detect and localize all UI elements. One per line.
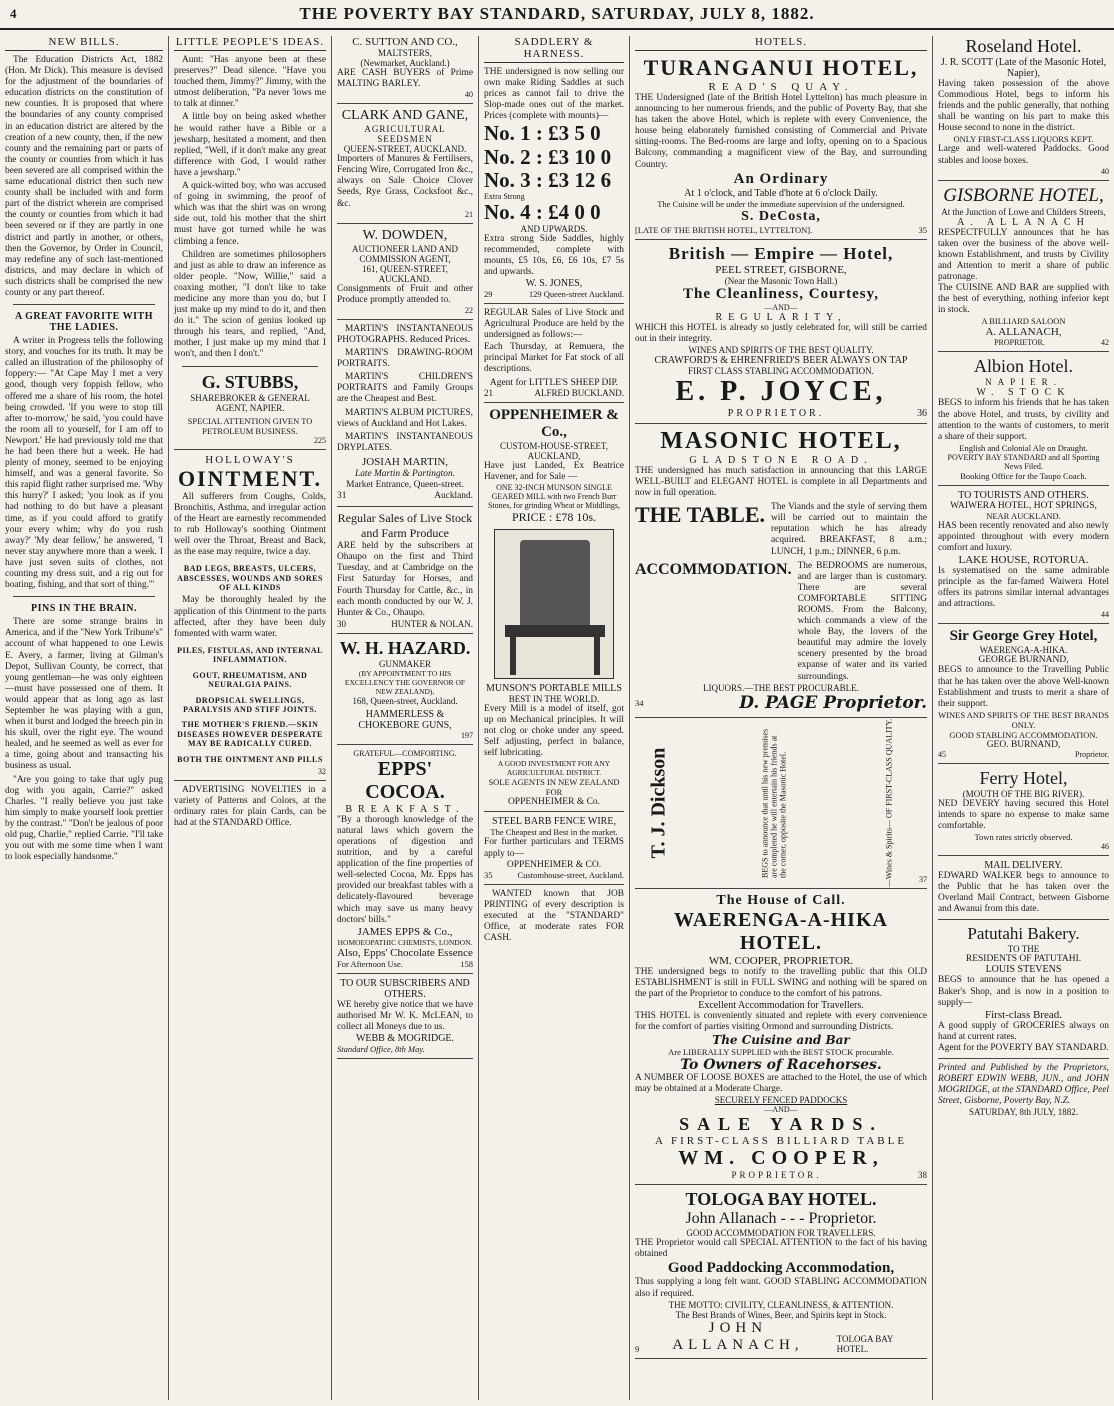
ad-number: 225 [314,435,326,445]
ad-kicker: TO TOURISTS AND OTHERS. [958,489,1089,501]
ad-appointment: (BY APPOINTMENT TO HIS EXCELLENCY THE GOVERNOR OF NEW ZEALAND), [344,668,466,696]
ad-ferry-hotel [938,768,1109,856]
price-tail: AND UPWARDS. [520,223,588,234]
ad-note: Excellent Accommodation for Travellers. [698,999,864,1011]
ad-town: Auckland. [434,491,473,502]
ad-note: SOLE AGENTS IN NEW ZEALAND FOR [488,777,620,798]
ad-subtitle: (MOUTH OF THE BIG RIVER). [962,788,1085,799]
ad-text: THIS HOTEL is conveniently situated and replete with every convenience for the comfort of parties visiting Ormond and surrounding Districts. [635,1010,927,1032]
ad-number: 32 [318,767,326,777]
ad-novelties: ADVERTISING NOVELTIES in a variety of Patterns and Colors, at the ordinary rates for plain Cards, can be had at the STANDARD Office. [174,785,326,829]
ad-title: Patutahi Bakery. [967,924,1080,944]
ad-note: LIQUORS.—THE BEST PROCURABLE. [703,682,859,693]
paragraph: All sufferers from Coughs, Colds, Bronchitis, Asthma, and irregular action of the Heart are earnestly recommended to rub Holloway's soothing Ointment well over the Throat, Breast and Back, as the ease may require, twice a day. [174,491,326,557]
ad-text: BEGS to inform his friends that he has taken the above Hotel, and trusts, by civility and attention to the wants of customers, to merit a share of their support. [938,398,1109,442]
ad-barb-wire [484,816,624,884]
ad-mail-delivery [938,860,1109,920]
ad-title: EPPS' COCOA. [365,757,445,803]
ad-sutton [337,36,473,104]
ad-title: W. H. HAZARD. [339,637,471,658]
ad-oppenheimer [484,407,624,813]
ad-text: Every Mill is a model of itself, got up on Mechanical principles. It will not clog or choke under any speed. Self adjusting, perfect in balance, self lubricating. [484,703,624,759]
ad-text: THE undersigned is now selling our own make Riding Saddles at such prices as cannot fail to drive the Slop-made ones out of the market. Prices (complete with mounts)— [484,67,624,122]
ad-title: TOLOGA BAY HOTEL. [685,1189,877,1210]
ad-text: BEGS to announce that he has opened a Baker's Shop, and is now in a position to supply— [938,975,1109,1008]
ad-number: 45 [938,749,946,759]
ad-title: GISBORNE HOTEL, [943,184,1104,206]
paragraph: There are some strange brains in America, and if the "New York Tribune's" account of what happened to one Lewis E. Avery, a farmer, living at Gilman's Depot, Sullivan County, be correct, that young gentleman—he was only eighteen—must have possessed one of them. It would appear that as long ago as last September he was playing with a gun, when it burst and lodged the breech pin in his skull, over the right eye. The wound healed, and he seemed as well as ever for a time, going about and transacting his business as usual. [5,617,163,772]
ad-note: SPECIAL ATTENTION GIVEN TO PETROLEUM BUSINESS. [187,415,313,436]
ad-title: LAKE HOUSE, ROTORUA. [958,554,1089,567]
ad-note: The Cuisine will be under the immediate supervision of the undersigned. [657,198,905,209]
ad-title: Sir George Grey Hotel, [949,628,1098,645]
ad-text: Extra strong Side Saddles, highly recommended, complete with mounts, £5 10s, £6, £6 10s, £7 5s and upwards. [484,233,624,278]
price-line: No. 4 : £4 0 0 [484,199,601,224]
ad-name: T. J. Dickson [647,747,670,859]
ad-firm: W. S. JONES, [525,278,583,290]
ad-text: "By a thorough knowledge of the natural laws which govern the operations of digestion and nutrition, and by a careful application of the fine properties of well-selected Cocoa, Mr. Epps has provided our breakfast tables with a delicately-flavoured beverage which may save us many heavy doctors' bills." [337,814,473,925]
subhead: THE MOTHER'S FRIEND.—SKIN DISEASES HOWEVER DESPERATE MAY BE RADICALLY CURED. [177,720,323,749]
ad-accommodation: ACCOMMODATION. [635,560,792,578]
ad-number: 29 [484,289,493,300]
ad-text: ARE CASH BUYERS of Prime MALTING BARLEY. [337,68,473,90]
ad-name: E. P. JOYCE, [675,375,887,407]
ad-note: English and Colonial Ale on Draught. [959,442,1088,453]
column-hotels-2 [932,36,1114,1400]
ad-subtitle: READ'S QUAY. [708,81,854,93]
ad-roseland [938,36,1109,181]
price-note: Extra Strong [484,191,525,201]
article-new-bills [5,55,163,299]
ad-text: ARE held by the subscribers at Ohaupo on the first and Third Tuesday, and at Cambridge on the First Saturday for Horses, and Fourth Thursday for Cattle, &c., in each month conducted by our W. J. Hunter & Co., Ohaupo. [337,541,473,618]
ad-location: (Newmarket, Auckland.) [360,58,450,68]
ad-text: Thus supplying a long felt want. GOOD STABLING ACCOMMODATION also if required. [635,1277,927,1299]
ad-number: 31 [337,491,347,502]
ad-number: 38 [918,1170,927,1181]
ad-firm: JAMES EPPS & Co., [357,925,453,938]
ad-title: OPPENHEIMER & Co., [489,406,619,440]
column-little-people [168,36,331,1400]
ad-note: CRAWFORD'S & EHRENFRIED'S BEER ALWAYS ON TAP [654,354,908,366]
subhead: BAD LEGS, BREASTS, ULCERS, ABSCESSES, WOUNDS AND SORES OF ALL KINDS [177,564,323,592]
ad-text: WHICH this HOTEL is already so justly celebrated for, will still be carried out in their integrity. [635,322,927,344]
ad-firm: OPPENHEIMER & CO. [506,859,602,870]
ad-proprietor: Proprietor. [1075,749,1109,759]
ad-subtitle: GUNMAKER [378,658,431,669]
ad-waiwera [938,490,1109,625]
ad-subtitle: Late Martin & Partington. [354,468,455,479]
ad-subtitle: AUCTIONEER LAND AND COMMISSION AGENT, [352,243,458,264]
ad-title: Regular Sales of Live Stock and Farm Produce [337,511,473,541]
ad-paddocking: Good Paddocking Accommodation, [667,1260,895,1277]
ad-ordinary: An Ordinary [733,170,829,187]
ad-number: 21 [465,209,473,219]
ad-title: Roseland Hotel. [965,36,1082,56]
page-number: 4 [10,6,17,21]
ad-stubbs [174,372,326,450]
masthead [0,0,1114,30]
ad-subtitle: RESIDENTS OF PATUTAHI. [965,954,1082,965]
ad-patutahi-bakery [938,924,1109,1059]
imprint: Printed and Published by the Proprietors, ROBERT EDWIN WEBB, JUN., and JOHN MOGRIDGE, at the STANDARD Office, Peel Street, Gisborne, Poverty Bay, N.Z. [938,1063,1109,1107]
ad-note: FIRST CLASS STABLING ACCOMMODATION. [688,365,874,376]
ad-number: 40 [465,90,473,100]
paragraph: A writer in Progress tells the following story, and vouches for its truth. It may be called an illustration of the philosophy of foppery:— "At Cape May I met a very good, though very foppish fellow, who offered me a share of his room, the hotel being crowded. 'If you were to stop till after to-morrow,' he said, 'you could have the room all to yourself, for I am off to Newport.' He had previously told me that he had been there but a week. He had plenty of money, seemed to be enjoying himself, and was a general favorite. So this rapid flight rather surprised me. 'Why this hurry?' I asked; 'you look as if you had nothing to do but have a pleasant time, as if you could afford to gratify your every whim; why do you rush away?' 'My dear fellow,' he answered, 'I never stay anywhere more than a week. I have just seven suits of clothes, not counting my dress suit, and a rig out for boating, fishing, and that sort of thing.'" [5,336,163,591]
paragraph: A quick-witted boy, who was accused of going in swimming, the proof of which was that the shirt was on wrong side out, told his mother that the shirt must have got turned while he was climbing a fence. [174,181,326,247]
ad-dowden [337,228,473,320]
ad-gisborne-hotel [938,185,1109,353]
ad-number: 35 [484,869,493,880]
ad-note: Booking Office for the Taupo Coach. [960,470,1087,481]
headline-favorite: A GREAT FAVORITE WITH THE LADIES. [14,311,154,334]
ad-name: WM. COOPER, [678,1147,884,1170]
ad-name: JOHN ALLANACH, [672,1319,804,1353]
ad-number: 42 [1101,338,1109,348]
ad-title: CLARK AND GANE, [341,108,469,124]
ad-text: THE Undersigned (late of the British Hotel Lyttelton) has much pleasure in announcing to her numerous friends, and the public of Poverty Bay, that she has taken the above Hotel, which is replete with every Convenience, the house being elaborately furnished consisting of Commercial and Private sitting-rooms. The Bed-rooms are large and lofty, opening on to a Spacious Balcony, commanding a magnificent view of the Bay, and surrounding Country. [635,93,927,170]
ad-subtitle: SHAREBROKER & GENERAL AGENT, NAPIER. [190,392,310,413]
ad-title: TURANGANUI HOTEL, [643,55,919,80]
ad-slogan: REGULARITY, [715,311,847,323]
ad-number: 35 [918,224,927,235]
ad-proprietor: PROPRIETOR. [994,338,1045,348]
ad-text: THE undersigned has much satisfaction in announcing that this LARGE WELL-BUILT and ELEGANT HOTEL is complete in all Departments and now in full operation. [635,465,927,499]
ad-name: GEORGE BURNAND, [978,655,1069,666]
ad-date: Standard Office, 8th May. [337,1044,425,1054]
ad-and: —AND— [764,302,798,312]
ad-text: The CUISINE AND BAR are supplied with the best of everything, nothing inferior kept in stock. [938,283,1109,316]
ad-number: 158 [460,958,473,969]
paragraph: Aunt: "Has anyone been at these preserves?" Dead silence. "Have you touched them, Jimmy?" Jimmy, with the utmost deliberation, "Pa never 'lows me to talk at dinner." [174,55,326,110]
ad-name: S. DeCosta, [741,208,821,224]
ad-text: HAS been recently renovated and also newly appointed throughout with every modern comfort and luxury. [938,520,1109,553]
ad-text: BEGS to announce to the Travelling Public that he has taken over the above Well-known Establishment and trusts to merit a share of their support. [938,665,1109,709]
ad-also: Also, Epps' Chocolate Essence [337,946,473,959]
ad-text: Have just Landed, Ex Beatrice Havener, and for Sale — [484,460,624,482]
ad-number: 36 [917,407,927,419]
column-ads-2 [478,36,629,1400]
ad-number: 34 [635,697,644,708]
ad-line: MARTIN'S CHILDREN'S PORTRAITS and Family Groups are the Cheapest and Best. [337,372,473,405]
ad-job-printing: WANTED known that JOB PRINTING of every description is executed at the "STANDARD" Office, at moderate rates FOR CASH. [484,888,624,943]
ad-title: C. SUTTON AND CO., [352,36,458,48]
ad-location: Customhouse-street, Auckland. [517,869,624,880]
headline-pins: PINS IN THE BRAIN. [30,603,138,615]
ad-title: MUNSON'S PORTABLE MILLS [486,682,622,694]
ad-text: Importers of Manures & Fertilisers, Fencing Wire, Corrugated Iron &c., always on Sale Choice Clover Seeds, Rye Grass, Cocksfoot &c., &c. [337,154,473,209]
ad-text: Agent for the POVERTY BAY STANDARD. [938,1042,1109,1053]
ad-title: Ferry Hotel, [979,767,1068,788]
ad-holloway [174,454,326,782]
ad-subtitle: BREAKFAST. [345,803,465,815]
ad-text: Consignments of Fruit and other Produce promptly attended to. [337,283,473,305]
subhead: BOTH THE OINTMENT AND PILLS [177,754,323,764]
price-line: No. 1 : £3 5 0 [484,121,601,146]
ad-heading: HAMMERLESS & CHOKEBORE GUNS, [358,708,452,731]
ad-note: GOOD ACCOMMODATION FOR TRAVELLERS. [686,1228,876,1239]
ad-to: TO THE [1007,944,1040,955]
ad-text: REGULAR Sales of Live Stock and Agricultural Produce are held by the undersigned as follows:— [484,308,624,341]
ad-note: GOOD STABLING ACCOMMODATION. [949,729,1098,740]
ad-proprietor: D. PAGE Proprietor. [739,692,927,713]
ad-text: BEGS to announce that until his new premises are completed he will entertain his friends at the corner, opposite the Masonic Hotel. [760,728,788,878]
ad-number: 197 [461,730,473,740]
ad-title: JOSIAH MARTIN, [361,455,449,468]
ad-note: Are LIBERALLY SUPPLIED with the BEST STOCK procurable. [668,1047,894,1058]
ad-title: British — Empire — Hotel, [668,243,894,263]
ad-live-stock [337,511,473,634]
ad-text: A good supply of GROCERIES always on hand at current rates. [938,1020,1109,1042]
ad-saddlery [484,67,624,304]
column-ads-1 [331,36,478,1400]
ad-subtitle: NEAR AUCKLAND. [986,510,1061,521]
ad-subtitle: WAERENGA-A-HIKA. [979,645,1068,656]
section-head-new-bills: NEW BILLS. [5,36,163,51]
ad-agent: Agent for LITTLE'S SHEEP DIP. [489,377,619,388]
imprint-date: SATURDAY, 8th JULY, 1882. [969,1107,1078,1118]
ad-cuisine: The Cuisine and Bar [712,1033,850,1048]
column-hotels [629,36,932,1400]
ad-table: THE TABLE. [635,502,766,528]
ad-albion [938,356,1109,485]
paragraph: "Are you going to take that ugly pug dog with you again, Carrie?" asked Charles. "I really believe you just take him simply to make yourself look prettier by the contrast." "Don't be jealous of poor old pug, Charlie," replied Carrie. "I'll take you out with me some time when I want to look especially handsome." [5,774,163,863]
ad-note: ONLY FIRST-CLASS LIQUORS KEPT. [953,134,1094,145]
ad-title: OINTMENT. [177,465,323,491]
ad-line: ONE 32-INCH MUNSON SINGLE GEARED MILL with two French Burr Stones, for grinding Wheat or Middlings, [487,482,621,510]
ad-note: SECURELY FENCED PADDOCKS [714,1095,848,1106]
ad-and: —AND— [764,1105,798,1115]
ad-note: A GOOD INVESTMENT FOR ANY AGRICULTURAL DISTRICT. [497,759,611,778]
ad-text: EDWARD WALKER begs to announce to the Public that he has taken over the Overland Mail Contract, between Gisborne and Awanui from this date. [938,871,1109,915]
ad-firm: ALFRED BUCKLAND. [534,387,624,398]
ad-text: The BEDROOMS are numerous, and are larger than is customary. There are several COMFORTABLE SITTING ROOMS. From the Balcony, which commands a view of the whole Bay, the lovers of the beautiful may admire the lovely scenery presented by the broad expanse of water and its varied surroundings. [797,560,927,682]
ad-subtitle: CUSTOM-HOUSE-STREET, AUCKLAND, [500,440,608,461]
ad-motto: THE MOTTO: CIVILITY, CLEANLINESS, & ATTENTION. [668,1299,894,1310]
ad-subtitle: At the Junction of Lowe and Childers Streets, [941,206,1106,217]
ad-note: WINES AND SPIRITS OF THE BEST QUALITY. [688,344,874,355]
ad-name: A. ALLANACH, [985,326,1062,339]
ad-number: 22 [465,305,473,315]
ad-name: LOUIS STEVENS [985,964,1062,976]
price-line: No. 3 : £3 12 6 [484,167,612,192]
ad-name: GEO. BURNAND, [986,739,1061,750]
ad-proprietor: WM. COOPER, PROPRIETOR. [708,954,854,967]
ad-brand: HOLLOWAY'S [205,453,295,466]
ad-firm: WEBB & MOGRIDGE. [355,1033,455,1044]
ad-number: 21 [484,387,493,398]
ad-tologa-bay [635,1189,927,1358]
ad-text: NED DEVERY having secured this Hotel intends to spare no expense to make same comfortable. [938,798,1109,831]
ad-text: RESPECTFULLY announces that he has taken over the business of the above well-known Establishment, and trusts by Civility and Attention to merit a share of public patronage. [938,227,1109,283]
ad-british-empire [635,244,927,424]
ad-location: 161, QUEEN-STREET, AUCKLAND. [361,263,449,284]
paragraph: Children are sometimes philosophers and just as able to draw an inference as older people. "Now, Willie," said a coaxing mother, "I don't like to take medicine any more than you do, but I just make up my mind to do it, and then do it." The scion of genius looked up through his tears, and replied, "And, mother, I just make up my mind that I won't, and then I don't." [174,249,326,360]
ad-clark-gane [337,108,473,223]
ad-title: TO OUR SUBSCRIBERS AND OTHERS. [340,977,470,1000]
ad-note: WINES AND SPIRITS OF THE BEST BRANDS ONLY. [938,709,1109,730]
paragraph: The Education Districts Act, 1882 (Hon. Mr Dick). This measure is devised for the adjustment of the boundaries of education districts on the constitution of new counties. It is proposed that where the boundaries of any county comprised in an education district are altered by the creation of a new county, then, if the new county and the remaining part or parts of the county or counties from which it has been severed are all comprised within the same educational district then such new county shall be included with and form part of the district wherein are comprised the county or counties from which it had been severed or if they are partly in one district and partly in another, or others, then the Governor, by Order in Council, may redefine any of such last-mentioned districts, and may declare in which of such districts shall be comprised the new county or any part thereof. [5,55,163,298]
ad-billiard: A FIRST-CLASS BILLIARD TABLE [654,1135,908,1148]
ad-subscribers [337,978,473,1059]
ad-buckland [484,308,624,403]
ad-subtitle: PEEL STREET, GISBORNE, [715,263,847,276]
ad-proprietor: PROPRIETOR. [731,1170,822,1181]
ad-text: Large and well-watered Paddocks. Good stables and loose boxes. [938,144,1109,166]
divider [13,596,155,597]
ad-location: 129 Queen-street Auckland. [528,289,624,300]
ad-note: —Wines & Spirits— OF FIRST-CLASS QUALITY. [884,718,894,887]
ad-name: W. STOCK [976,387,1071,399]
ad-number: 30 [337,618,346,629]
ad-text: WE hereby give notice that we have authorised Mr W. K. McLEAN, to collect all Moneys due to us. [337,999,473,1032]
section-head-little-people: LITTLE PEOPLE'S IDEAS. [174,36,326,51]
ad-line: MARTIN'S DRAWING-ROOM PORTRAITS. [337,348,473,370]
ad-billiard: A BILLIARD SALOON [981,316,1066,327]
ad-owners: To Owners of Racehorses. [680,1057,882,1074]
ad-title: G. STUBBS, [201,371,299,392]
subhead: GOUT, RHEUMATISM, AND NEURALGIA PAINS. [192,670,308,690]
ad-title: STEEL BARB FENCE WIRE, [492,816,616,828]
ad-location: (Near the Masonic Town Hall.) [724,275,838,286]
ad-title: WAIWERA HOTEL, HOT SPRINGS, [950,500,1097,511]
divider [13,304,155,305]
ad-subtitle: NAPIER. [985,377,1062,388]
section-head-saddlery: SADDLERY & HARNESS. [484,36,624,63]
ad-sale-yards: SALE YARDS. [679,1114,883,1135]
ad-subtitle: GLADSTONE ROAD. [689,454,873,466]
ad-slogan: The Cleanliness, Courtesy, [682,285,879,302]
ad-late: [LATE OF THE BRITISH HOTEL, LYTTELTON]. [635,224,813,235]
ad-subtitle: MALTSTERS, [378,48,432,58]
ad-kicker: The House of Call. [716,892,846,908]
subhead: DROPSICAL SWELLINGS, PARALYSIS AND STIFF JOINTS. [183,695,317,714]
price-line: No. 2 : £3 10 0 [484,144,612,169]
ad-number: 46 [1101,842,1109,852]
ad-masonic [635,428,927,718]
mill-illustration [494,529,614,679]
ad-number: 44 [1101,610,1109,620]
paragraph: A little boy on being asked whether he would rather have a Bible or a jewsharp, hesitated a moment, and then replied, "Well, if it don't make any great difference with God, I would rather have a jewsharp." [174,112,326,178]
ad-name: J. R. SCOTT (Late of the Masonic Hotel, Napier), [940,57,1107,79]
ad-also-sub: For Afternoon Use. [337,958,403,969]
ad-subtitle: AGRICULTURAL SEEDSMEN [364,124,446,145]
ad-price: PRICE : £78 10s. [511,509,596,524]
ad-text: THE Proprietor would call SPECIAL ATTENTION to the fact of his having obtained [635,1238,927,1260]
ad-text: THE undersigned begs to notify to the travelling public that this OLD ESTABLISHMENT is still in FULL SWING and nothing will be spared on the part of the Proprietor to conduce to the comfort of his patrons. [635,966,927,999]
ad-note: Town rates strictly observed. [974,832,1073,843]
ad-turanganui [635,55,927,240]
ad-note: The Best Brands of Wines, Beer, and Spirits kept in Stock. [675,1309,887,1320]
ad-text: Is systematised on the same admirable principle as the far-famed Waiwera Hotel offers its patrons similar internal advantages and attractions. [938,566,1109,610]
ad-location: 168, Queen-street, Auckland. [352,695,458,706]
ad-bread: First-class Bread. [985,1008,1062,1021]
ad-firm: HUNTER & NOLAN. [391,618,473,629]
ad-text: Having taken possession of the above Commodious Hotel, begs to inform his friends and the public generally, that nothing shall be wanting on his part to make this House second to none in the district. [938,79,1109,134]
ad-proprietor-line: John Allanach - - - Proprietor. [685,1210,877,1228]
ad-firm-sub: HOMOEOPATHIC CHEMISTS, LONDON. [337,937,473,947]
ad-title: Albion Hotel. [974,356,1073,377]
ad-location: QUEEN-STREET, AUCKLAND. [343,144,467,155]
ad-line: MARTIN'S INSTANTANEOUS DRYPLATES. [337,431,473,453]
ad-text: The Viands and the style of serving them will be carried out to maintain the reputation which he has already acquired. BREAKFAST, 8 a.m.; LUNCH, 1 p.m.; DINNER, 6 p.m. [771,502,927,557]
ad-text: The Cheapest and Best in the market. [490,827,618,838]
ad-text: For further particulars and TERMS apply to— [484,837,624,859]
ad-martin [337,324,473,507]
ad-sir-george-grey [938,628,1109,763]
ad-title: MASONIC HOTEL, [660,427,902,454]
ad-subtitle: BEST IN THE WORLD. [508,693,600,704]
ad-name: A. ALLANACH [957,216,1090,228]
ad-dickson [635,718,927,889]
ad-hazard [337,638,473,745]
ad-hotel: TOLOGA BAY HOTEL. [836,1333,894,1354]
ad-number: 37 [918,874,927,884]
ad-line: MARTIN'S ALBUM PICTURES, views of Auckland and Hot Lakes. [337,407,473,429]
ad-waerenga-hotel [635,893,927,1186]
ad-title: W. DOWDEN, [362,227,448,243]
ad-title: MAIL DELIVERY. [984,860,1063,872]
ad-text: Each Thursday, at Remuera, the principal Market for Fat stock of all descriptions. [484,341,624,374]
subhead: PILES, FISTULAS, AND INTERNAL INFLAMMATION. [177,645,323,665]
newspaper-title: THE POVERTY BAY STANDARD, SATURDAY, JULY 8, 1882. [299,4,815,23]
ad-kicker: GRATEFUL—COMFORTING. [353,748,457,758]
ad-proprietor: PROPRIETOR. [727,407,825,419]
ad-text: A NUMBER OF LOOSE BOXES are attached to the Hotel, the use of which may be obtained at a Moderate Charge. [635,1073,927,1095]
section-head-hotels: HOTELS. [635,36,927,51]
ad-firm: OPPENHEIMER & Co. [507,797,601,808]
ad-location: Market Entrance, Queen-street. [346,479,464,490]
ad-title: WAERENGA-A-HIKA HOTEL. [674,908,888,954]
ad-number: 9 [635,1343,640,1354]
paragraph: May be thoroughly healed by the application of this Ointment to the parts affected, after they have been duly fomented with warm water. [174,595,326,639]
ad-number: 40 [1101,166,1109,176]
ad-ordinary-sub: At 1 o'clock, and Table d'hote at 6 o'clock Daily. [684,187,878,199]
ad-line: MARTIN'S INSTANTANEOUS PHOTOGRAPHS. Reduced Prices. [337,323,473,345]
column-news [0,36,168,1400]
ad-epps [337,749,473,974]
ad-note: POVERTY BAY STANDARD and all Sporting News Filed. [947,452,1100,471]
